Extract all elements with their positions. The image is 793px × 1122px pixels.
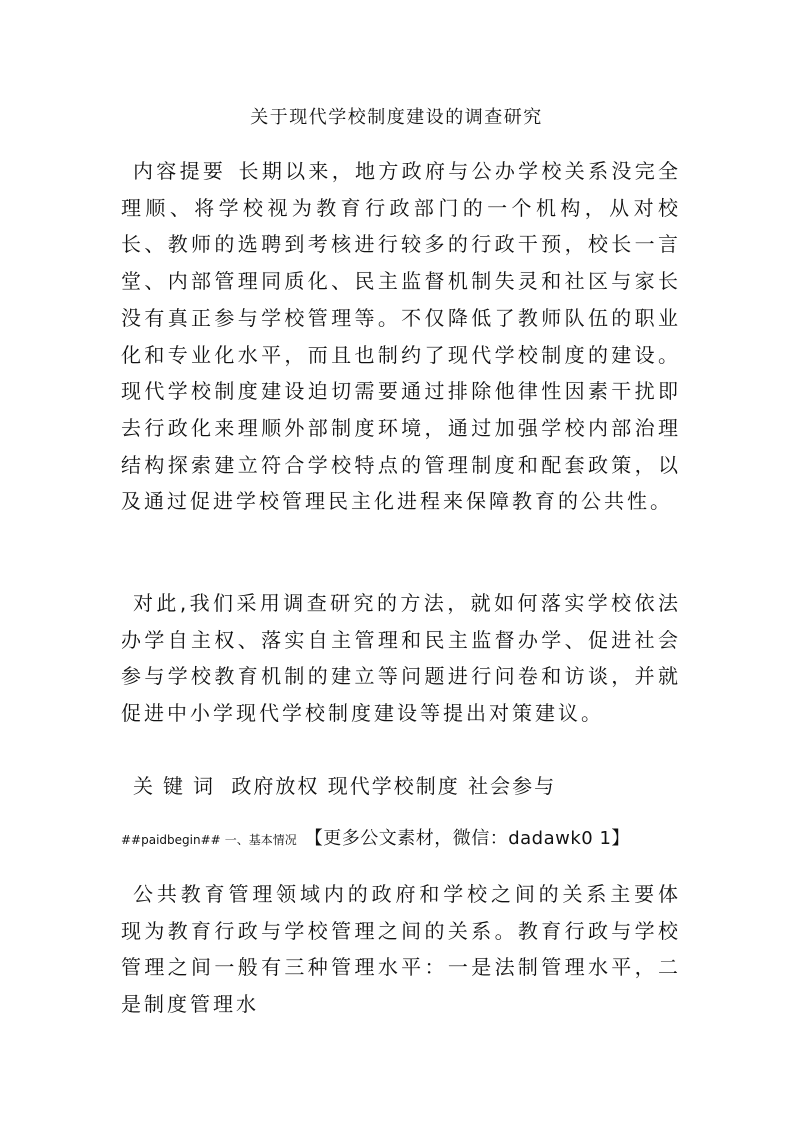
section-heading: 一、基本情况	[224, 833, 297, 847]
keyword-item: 社会参与	[468, 774, 557, 798]
keyword-item: 现代学校制度	[327, 774, 460, 798]
keyword-item: 政府放权	[231, 774, 320, 798]
abstract-text: 长期以来，地方政府与公办学校关系没完全理顺、将学校视为教育行政部门的一个机构，从对校长、教师的选聘到考核进行较多的行政干预，校长一言堂、内部管理同质化、民主监督机制失灵和社区与家长没有真正参与学校管理等。不仅降低了教师队伍的职业化和专业化水平，而且也制约了现代学校制度的建设。现代学校制度建设迫切需要通过排除他律性因素干扰即去行政化来理顺外部制度环境，通过加强学校内部治理结构探索建立符合学校特点的管理制度和配套政策，以及通过促进学校管理民主化进程来保障教育的公共性。	[121, 159, 682, 514]
keywords-label: 关键词	[133, 774, 223, 798]
paid-marker: ##paidbegin##	[121, 833, 221, 847]
abstract-label: 内容提要	[133, 159, 227, 183]
method-paragraph: 对此,我们采用调查研究的方法，就如何落实学校依法办学自主权、落实自主管理和民主监督办学、促进社会参与学校教育机制的建立等问题进行问卷和访谈，并就促进中小学现代学校制度建设等提出对策建议。	[121, 591, 681, 726]
promo-text: 【更多公文素材，微信：dadawk0 1】	[304, 828, 630, 849]
keywords-line	[133, 770, 556, 799]
document-title: 关于现代学校制度建设的调查研究	[250, 107, 543, 128]
abstract-paragraph	[121, 153, 681, 520]
body-paragraph: 公共教育管理领域内的政府和学校之间的关系主要体现为教育行政与学校管理之间的关系。教育行政与学校管理之间一般有三种管理水平：一是法制管理水平，二是制度管理水	[121, 882, 681, 1017]
section-heading-line	[121, 824, 630, 850]
